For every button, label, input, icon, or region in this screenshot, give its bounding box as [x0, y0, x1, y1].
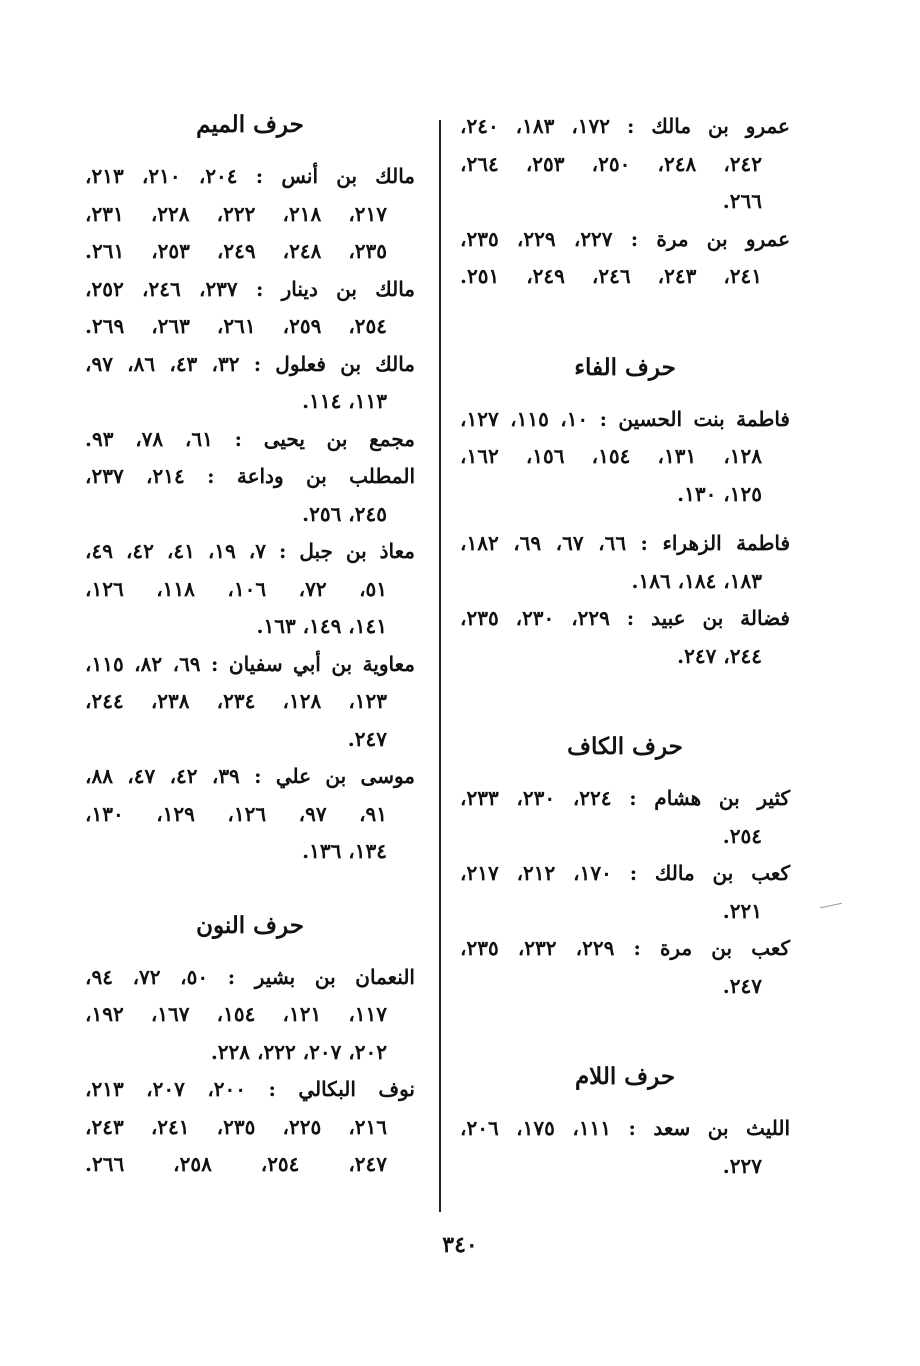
- index-entry: [460, 780, 790, 855]
- index-entry: [460, 930, 790, 1005]
- entry-line: مجمع بن يحيى : ٦١، ٧٨، ٩٣.: [85, 426, 415, 451]
- right-column: [460, 108, 790, 1185]
- index-entry: [85, 533, 415, 646]
- index-entry: [460, 221, 790, 296]
- section-lam: [460, 1060, 790, 1185]
- entry-line: الليث بن سعد : ١١١، ١٧٥، ٢٠٦،: [460, 1116, 790, 1140]
- entry-line: ١٢٨، ١٣١، ١٥٤، ١٥٦، ١٦٢،: [460, 444, 763, 468]
- entry-line: فاطمة الزهراء : ٦٦، ٦٧، ٦٩، ١٨٢،: [460, 531, 791, 555]
- entry-line: ١٢٣، ١٢٨، ٢٣٤، ٢٣٨، ٢٤٤،: [85, 689, 388, 713]
- index-entry: [85, 1071, 415, 1184]
- section-faa: [460, 351, 790, 676]
- entry-line: ٢٤٤، ٢٤٧.: [677, 643, 762, 668]
- entry-line: ٥١، ٧٢، ١٠٦، ١١٨، ١٢٦،: [85, 576, 388, 601]
- section-heading: حرف النون: [196, 911, 304, 939]
- entry-line: ٢٠٢، ٢٠٧، ٢٢٢، ٢٢٨.: [210, 1039, 387, 1064]
- entry-line: ٢٤١، ٢٤٣، ٢٤٦، ٢٤٩، ٢٥١.: [460, 264, 763, 288]
- entry-line: ١٤١، ١٤٩، ١٦٣.: [256, 614, 387, 638]
- index-entry: [460, 855, 790, 930]
- entry-line: كثير بن هشام : ٢٢٤، ٢٣٠، ٢٣٣،: [460, 786, 791, 810]
- section-heading: حرف الفاء: [574, 353, 676, 381]
- entry-line: مالك بن دينار : ٢٣٧، ٢٤٦، ٢٥٢،: [85, 276, 416, 301]
- entry-line: المطلب بن وداعة : ٢١٤، ٢٣٧،: [85, 464, 415, 488]
- section-kaf: [460, 730, 790, 1005]
- index-entry: [460, 401, 790, 514]
- section-heading: حرف الميم: [196, 111, 304, 138]
- entry-line: ٢٤٧.: [722, 973, 762, 998]
- section-heading: حرف الكاف: [567, 733, 683, 760]
- entry-line: مالك بن أنس : ٢٠٤، ٢١٠، ٢١٣،: [85, 164, 416, 188]
- index-entry: [460, 1110, 790, 1185]
- entry-line: عمرو بن مالك : ١٧٢، ١٨٣، ٢٤٠،: [460, 114, 790, 138]
- index-entry: [85, 646, 415, 759]
- index-entry: [85, 158, 415, 271]
- entry-line: ٢٥٤.: [722, 823, 762, 848]
- page-number: ٣٤٠: [442, 1232, 478, 1258]
- entry-line: النعمان بن بشير : ٥٠، ٧٢، ٩٤،: [85, 964, 415, 989]
- entry-line: معاذ بن جبل : ٧، ١٩، ٤١، ٤٢، ٤٩،: [85, 539, 416, 563]
- scan-mark: [820, 903, 842, 909]
- index-entry: [85, 458, 415, 533]
- entry-line: ٢١٦، ٢٢٥، ٢٣٥، ٢٤١، ٢٤٣،: [85, 1114, 388, 1139]
- entry-line: مالك بن فعلول : ٣٢، ٤٣، ٨٦، ٩٧،: [85, 351, 415, 376]
- entry-line: ٢١٧، ٢١٨، ٢٢٢، ٢٢٨، ٢٣١،: [85, 201, 388, 226]
- section-meem: [85, 108, 415, 871]
- index-entry: [460, 108, 790, 221]
- entry-line: ١٨٣، ١٨٤، ١٨٦.: [631, 568, 762, 593]
- left-column: [85, 108, 415, 1184]
- entry-line: ١٣٤، ١٣٦.: [302, 839, 387, 863]
- entry-line: ٢٤٧، ٢٥٤، ٢٥٨، ٢٦٦.: [85, 1152, 388, 1176]
- index-entry: [85, 346, 415, 421]
- entry-line: ٢٤٧.: [347, 726, 387, 751]
- entry-line: ٢٦٦.: [722, 189, 762, 213]
- entry-line: نوف البكالي : ٢٠٠، ٢٠٧، ٢١٣،: [85, 1077, 415, 1101]
- entry-line: كعب بن مرة : ٢٢٩، ٢٣٢، ٢٣٥،: [460, 936, 791, 960]
- entry-line: معاوية بن أبي سفيان : ٦٩، ٨٢، ١١٥،: [85, 651, 415, 676]
- section-noon: [85, 909, 415, 1184]
- entry-line: ٢٤٥، ٢٥٦.: [302, 501, 387, 526]
- index-entry: [460, 525, 790, 600]
- entry-line: ٩١، ٩٧، ١٢٦، ١٢٩، ١٣٠،: [85, 801, 388, 826]
- entry-line: ٢٥٤، ٢٥٩، ٢٦١، ٢٦٣، ٢٦٩.: [85, 314, 388, 338]
- entry-line: فضالة بن عبيد : ٢٢٩، ٢٣٠، ٢٣٥،: [460, 606, 790, 630]
- entry-line: عمرو بن مرة : ٢٢٧، ٢٢٩، ٢٣٥،: [460, 226, 791, 251]
- index-entry: [85, 959, 415, 1072]
- column-divider: [439, 120, 441, 1212]
- section-heading: حرف اللام: [574, 1063, 676, 1090]
- index-entry: [460, 600, 790, 675]
- index-entry: [85, 421, 415, 459]
- index-entry: [85, 271, 415, 346]
- entry-line: ٢٢٧.: [722, 1153, 762, 1178]
- index-entry: [85, 758, 415, 871]
- entry-line: فاطمة بنت الحسين : ١٠، ١١٥، ١٢٧،: [460, 406, 790, 431]
- entry-line: ١٢٥، ١٣٠.: [677, 481, 762, 506]
- entry-line: ١١٣، ١١٤.: [302, 389, 387, 413]
- entry-line: ٢٤٢، ٢٤٨، ٢٥٠، ٢٥٣، ٢٦٤،: [460, 151, 763, 176]
- entry-line: كعب بن مالك : ١٧٠، ٢١٢، ٢١٧،: [460, 861, 791, 885]
- entry-line: موسى بن علي : ٣٩، ٤٢، ٤٧، ٨٨،: [85, 764, 416, 788]
- entry-line: ١١٧، ١٢١، ١٥٤، ١٦٧، ١٩٢،: [85, 1002, 388, 1026]
- entry-line: ٢٢١.: [722, 898, 762, 923]
- entry-line: ٢٣٥، ٢٤٨، ٢٤٩، ٢٥٣، ٢٦١.: [85, 239, 388, 263]
